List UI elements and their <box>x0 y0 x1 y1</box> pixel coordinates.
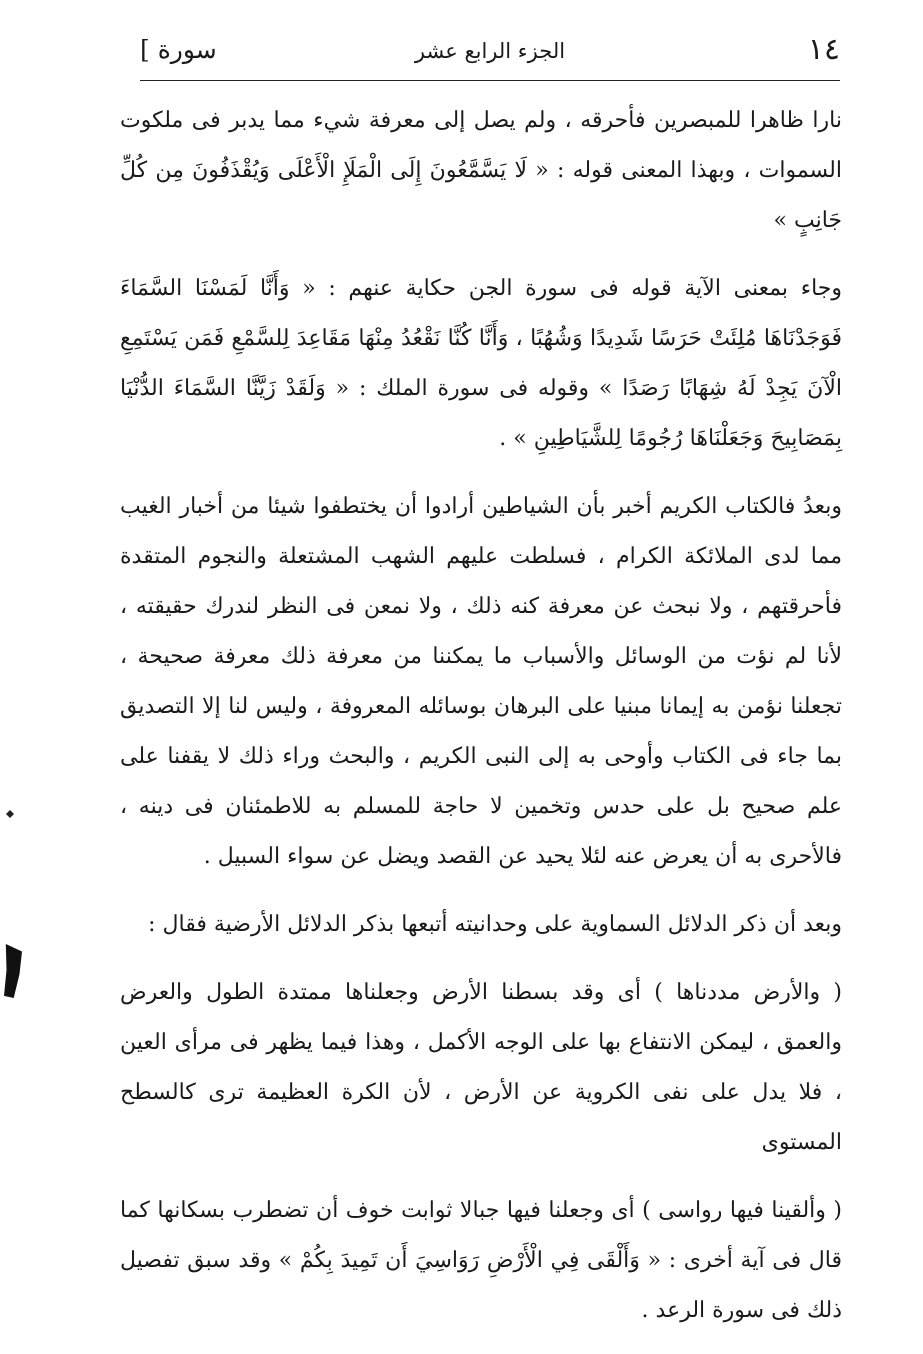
paragraph-1: نارا ظاهرا للمبصرين فأحرقه ، ولم يصل إلى معرفة شيء مما يدبر فى ملكوت السموات ، وبهذا المعنى قوله : « لَا يَسَّمَّعُونَ إِلَى الْمَلَإِ الْأَعْلَى وَيُقْذَفُونَ مِن كُلِّ جَانِبٍ » <box>120 108 842 233</box>
margin-speck <box>6 810 14 818</box>
paragraph-2: وجاء بمعنى الآية قوله فى سورة الجن حكاية عنهم : « وَأَنَّا لَمَسْنَا السَّمَاءَ فَوَجَدْنَاهَا مُلِئَتْ حَرَسًا شَدِيدًا وَشُهُبًا ، وَأَنَّا كُنَّا نَقْعُدُ مِنْهَا مَقَاعِدَ لِلسَّمْعِ فَمَن يَسْتَمِعِ الْآنَ يَجِدْ لَهُ شِهَابًا رَصَدًا » وقوله فى سورة الملك : « وَلَقَدْ زَيَّنَّا السَّمَاءَ الدُّنْيَا بِمَصَابِيحَ وَجَعَلْنَاهَا رُجُومًا لِلشَّيَاطِينِ » . <box>120 276 842 451</box>
header-divider <box>140 80 840 81</box>
margin-ink-blot <box>4 944 22 998</box>
paragraph-3: وبعدُ فالكتاب الكريم أخبر بأن الشياطين أرادوا أن يختطفوا شيئا من أخبار الغيب مما لدى الملائكة الكرام ، فسلطت عليهم الشهب المشتعلة والنجوم المتقدة فأحرقتهم ، ولا نبحث عن معرفة كنه ذلك ، ولا نمعن فى النظر لندرك حقيقته ، لأنا لم نؤت من الوسائل والأسباب ما يمكننا من معرفة ذلك معرفة صحيحة ، تجعلنا نؤمن به إيمانا مبنيا على البرهان بوسائله المعروفة ، وليس لنا إلا التصديق بما جاء فى الكتاب وأوحى به إلى النبى الكريم ، والبحث وراء ذلك لا يقفنا على علم صحيح بل على حدس وتخمين لا حاجة للمسلم به للاطمئنان فى دينه ، فالأحرى به أن يعرض عنه لئلا يحيد عن القصد ويضل عن سواء السبيل . <box>120 494 842 869</box>
paragraph-4: وبعد أن ذكر الدلائل السماوية على وحدانيته أتبعها بذكر الدلائل الأرضية فقال : <box>148 912 842 937</box>
sura-label: سورة ] <box>140 35 217 64</box>
running-header <box>140 30 840 74</box>
page-number: ١٤ <box>807 32 840 67</box>
paragraph-5: ( والأرض مددناها ) أى وقد بسطنا الأرض وجعلناها ممتدة الطول والعرض والعمق ، ليمكن الانتفاع بها على الوجه الأكمل ، وهذا فيما يظهر فى مرأى العين ، فلا يدل على نفى الكروية عن الأرض ، لأن الكرة العظيمة ترى كالسطح المستوى <box>120 980 842 1155</box>
paragraph-6: ( وألقينا فيها رواسى ) أى وجعلنا فيها جبالا ثوابت خوف أن تضطرب بسكانها كما قال فى آية أخرى : « وَأَلْقَى فِي الْأَرْضِ رَوَاسِيَ أَن تَمِيدَ بِكُمْ » وقد سبق تفصيل ذلك فى سورة الرعد . <box>120 1198 842 1323</box>
part-title: الجزء الرابع عشر <box>414 39 566 63</box>
page-body <box>120 96 842 1354</box>
